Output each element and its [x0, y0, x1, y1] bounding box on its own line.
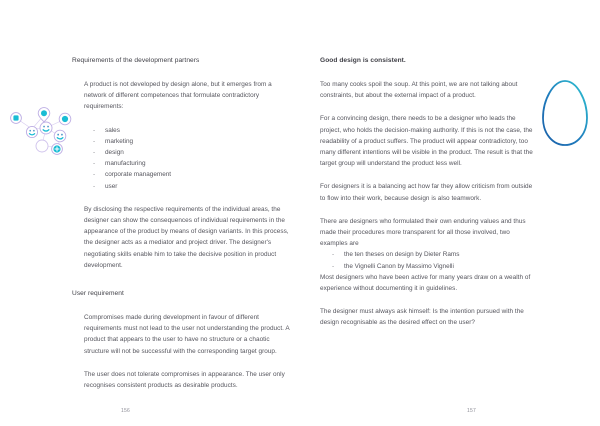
left-page-column: [72, 56, 290, 403]
right-paragraph-4: There are designers who formulated their own enduring values and thus made their procedures more transparent for all those involved, two examples are: [320, 217, 526, 248]
requirements-list: [72, 125, 290, 192]
node-square-left: [11, 113, 22, 124]
right-paragraph-6-block: [320, 306, 538, 328]
left-intro-paragraph-block: [72, 79, 290, 113]
right-paragraph-2: For a convincing design, there needs to be a designer who leads the project, who holds the decision-making authority. If this is not the case, the readability of a product suffers. The product will appear contradictory, too many different intentions will be visible in the product. The result is that the target group will understand the product less well.: [320, 115, 533, 168]
left-page-heading: Requirements of the development partners: [72, 57, 200, 64]
right-page-heading: Good design is consistent.: [320, 57, 406, 64]
right-paragraph-4-block: [320, 216, 538, 250]
list-item: - user: [84, 181, 290, 192]
right-paragraph-1-block: [320, 79, 538, 101]
list-item: - design: [84, 147, 290, 158]
user-paragraph-2: The user does not tolerate compromises in appearance. The user only recognises consistent products as desirable products.: [84, 370, 285, 390]
right-paragraph-6: The designer must always ask himself: Is the intention pursued with the design recognisable as the desired effect on the user?: [320, 308, 524, 327]
node-face-centre: [40, 122, 52, 134]
user-paragraph-1: Compromises made during development in favour of different requirements must not lead to the user not understanding the product. A product that appears to the user to have no structure or a chaotic structure will not be successful with the corresponding target group.: [84, 314, 290, 355]
left-disclosing-paragraph: By disclosing the respective requirements of the individual areas, the designer can show the consequences of individual requirements in the appearance of the product by means of design variants. In this process, the designer acts as a mediator and project driver. The designer's negotiating skills enable him to take the decisive position in product development.: [84, 205, 289, 269]
node-circle-right: [59, 113, 71, 125]
user-requirement-subheading: User requirement: [72, 290, 124, 298]
right-page-column: [320, 56, 538, 341]
list-item: - corporate management: [84, 169, 290, 180]
page-number-right: 157: [467, 408, 476, 414]
right-paragraph-3-block: [320, 181, 538, 203]
page-number-left: 156: [121, 408, 130, 414]
examples-list: [320, 249, 538, 271]
user-paragraph-2-block: [72, 369, 290, 391]
node-face-left: [26, 126, 37, 137]
user-paragraph-1-block: [72, 312, 290, 357]
node-face-right: [54, 130, 66, 142]
node-empty-circle: [36, 140, 48, 152]
node-cross-bottom: [52, 144, 63, 155]
node-pin-top: [38, 108, 50, 122]
right-paragraph-5-block: [320, 272, 538, 294]
right-paragraph-1: Too many cooks spoil the soup. At this point, we are not talking about constraints, but about the external impact of a product.: [320, 81, 518, 100]
list-item: - manufacturing: [84, 158, 290, 169]
list-item: - sales: [84, 125, 290, 136]
right-paragraph-2-block: [320, 113, 538, 169]
list-item: - marketing: [84, 136, 290, 147]
list-item: - the ten theses on design by Dieter Rams: [320, 249, 538, 260]
right-paragraph-3: For designers it is a balancing act how far they allow criticism from outside to flow into their work, because design is also teamwork.: [320, 183, 533, 202]
egg-outline-graphic: [536, 76, 594, 150]
left-disclosing-paragraph-block: [72, 204, 290, 271]
right-paragraph-5: Most designers who have been active for many years draw on a wealth of experience without documenting it in guidelines.: [320, 273, 531, 293]
left-intro-paragraph: A product is not developed by design alone, but it emerges from a network of different competences that formulate contradictory requirements:: [84, 81, 272, 111]
list-item: - the Vignelli Canon by Massimo Vignelli: [320, 261, 538, 272]
